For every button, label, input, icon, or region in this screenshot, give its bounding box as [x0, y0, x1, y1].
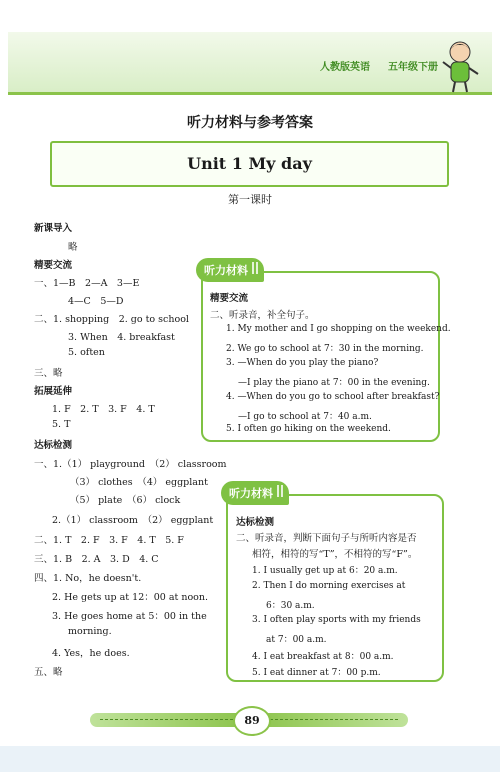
panel-line: 二、听录音，判断下面句子与所听内容是否: [236, 533, 417, 544]
answer-line: 一、1—B 2—A 3—E: [34, 278, 140, 289]
section-heading: 拓展延伸: [34, 386, 73, 397]
page-title: 听力材料与参考答案: [187, 115, 313, 131]
panel-line: 2. We go to school at 7：30 in the morning.: [226, 344, 424, 354]
mascot-icon: [438, 38, 482, 94]
panel-line: 1. My mother and I go shopping on the weekend.: [226, 324, 451, 334]
panel-line: 相符，相符的写“T”，不相符的写“F”。: [252, 549, 418, 560]
panel-line: 5. I often go hiking on the weekend.: [226, 424, 391, 434]
publisher-label: 人教版英语: [320, 62, 370, 73]
answer-line: 略: [68, 242, 78, 253]
unit-title-box: [50, 141, 449, 187]
panel-tab-label: 听力材料: [229, 487, 273, 500]
answer-line: 4. Yes，he does.: [52, 648, 130, 659]
answer-line: （3） clothes （4） eggplant: [70, 477, 208, 488]
tab-decoration-icon: [252, 262, 260, 274]
panel-line: 二、听录音，补全句子。: [210, 310, 315, 321]
answer-line: 5. T: [52, 419, 71, 430]
answer-line: morning.: [68, 626, 112, 637]
answer-line: 四、1. No，he doesn't.: [34, 573, 142, 584]
section-heading: 新课导入: [34, 223, 73, 234]
answer-line: （5） plate （6） clock: [70, 495, 181, 506]
section-heading: 精要交流: [34, 260, 73, 271]
panel-line: 4. —When do you go to school after breakfast?: [226, 392, 440, 402]
answer-line: 五、略: [34, 667, 63, 678]
panel-line: 4. I eat breakfast at 8：00 a.m.: [252, 652, 394, 662]
unit-title: Unit 1 My day: [187, 154, 312, 173]
answer-line: 1. F 2. T 3. F 4. T: [52, 404, 155, 415]
answer-line: 三、略: [34, 368, 63, 379]
grade-label: 五年级下册: [388, 62, 438, 73]
panel-heading: 达标检测: [236, 517, 275, 528]
panel-line: at 7：00 a.m.: [266, 635, 327, 645]
bottom-strip: [0, 746, 500, 772]
answer-line: 5. often: [68, 347, 105, 358]
panel-line: 2. Then I do morning exercises at: [252, 581, 406, 591]
answer-line: 2.（1） classroom （2） eggplant: [52, 515, 214, 526]
panel-tab-label: 听力材料: [204, 264, 248, 277]
section-heading: 达标检测: [34, 440, 73, 451]
lesson-label: 第一课时: [228, 193, 272, 206]
answer-line: 二、1. shopping 2. go to school: [34, 314, 189, 325]
panel-line: —I play the piano at 7：00 in the evening.: [238, 378, 430, 388]
panel-line: 3. —When do you play the piano?: [226, 358, 379, 368]
answer-line: 二、1. T 2. F 3. F 4. T 5. F: [34, 535, 184, 546]
panel-tab: [221, 481, 289, 505]
panel-line: 1. I usually get up at 6：20 a.m.: [252, 566, 398, 576]
answer-line: 2. He gets up at 12：00 at noon.: [52, 592, 209, 603]
panel-line: 5. I eat dinner at 7：00 p.m.: [252, 668, 381, 678]
answer-line: 三、1. B 2. A 3. D 4. C: [34, 554, 159, 565]
panel-heading: 精要交流: [210, 293, 249, 304]
answer-line: 3. When 4. breakfast: [68, 332, 175, 343]
answer-line: 一、1.（1） playground （2） classroom: [34, 459, 227, 470]
panel-line: 6：30 a.m.: [266, 601, 315, 611]
tab-decoration-icon: [277, 485, 285, 497]
answer-line: 3. He goes home at 5：00 in the: [52, 611, 207, 622]
answer-line: 4—C 5—D: [68, 296, 124, 307]
panel-line: —I go to school at 7：40 a.m.: [238, 412, 372, 422]
page-number: 89: [233, 706, 271, 736]
header-tag: [320, 58, 438, 73]
panel-tab: [196, 258, 264, 282]
panel-line: 3. I often play sports with my friends: [252, 615, 421, 625]
